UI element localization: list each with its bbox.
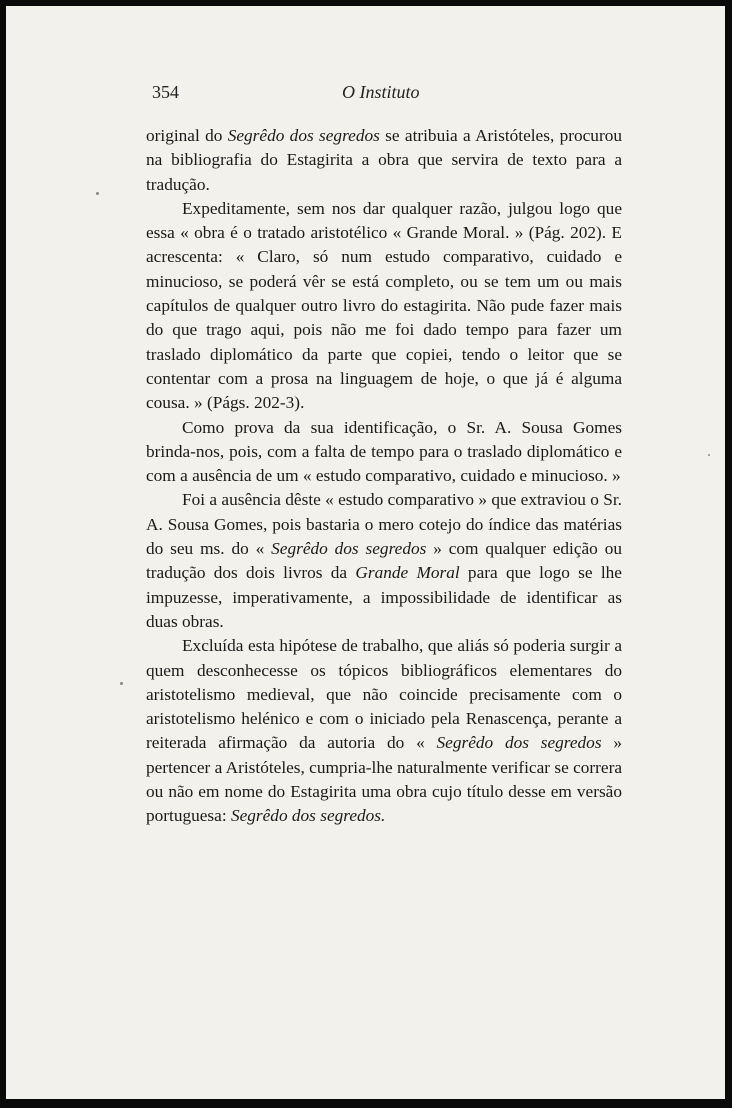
page-header xyxy=(152,82,628,106)
paragraph xyxy=(146,416,622,489)
paragraph xyxy=(146,197,622,416)
book-title: Segrêdo dos segredos xyxy=(271,539,427,559)
body-text xyxy=(146,124,622,829)
paragraph xyxy=(146,488,622,634)
text-segment: Foi a ausência dêste « estudo comparativo » que extraviou o Sr. A. Sousa Gomes, pois bastaria o mero cotejo do índice das matérias do seu ms. do « xyxy=(146,490,622,559)
text-segment: se atribuia a Aristóteles, procurou na bibliografia do Estagirita a obra que servira de texto para a tradução. xyxy=(146,126,622,194)
book-title: Grande Moral xyxy=(355,563,460,583)
text-segment: original do xyxy=(146,126,228,145)
running-title: O Instituto xyxy=(342,82,420,102)
paper-speck xyxy=(708,454,710,456)
book-title: Segrêdo dos segredos xyxy=(227,126,380,145)
book-title: Segrêdo dos segredos. xyxy=(230,806,386,826)
book-title: Segrêdo dos segredos xyxy=(436,733,602,753)
paper-speck xyxy=(96,192,99,195)
paragraph xyxy=(146,634,622,828)
page-number: 354 xyxy=(152,82,179,102)
book-page xyxy=(6,6,725,1099)
text-segment: Expeditamente, sem nos dar qualquer razão, julgou logo que essa « obra é o tratado aristotélico « Grande Moral. » (Pág. 202). E acrescenta: « Claro, só num estudo comparativo, cuidado e minucioso, se poderá vêr se está completo, ou se tem um ou mais capítulos de qualquer outro livro do estagirita. Não pude fazer mais do que trago aqui, pois não me foi dado tempo para fazer um traslado diplomático da parte que copiei, tendo o leitor que se contentar com a prosa na linguagem de hoje, o que já é alguma cousa. » (Págs. 202-3). xyxy=(146,198,622,413)
text-segment: Excluída esta hipótese de trabalho, que aliás só poderia surgir a quem desconhecesse os tópicos bibliográficos elementares do aristotelismo medieval, que não coincide precisamente com o aristotelismo helénico e com o iniciado pela Renascença, perante a reiterada afirmação da autoria do « xyxy=(146,636,622,753)
text-segment: » pertencer a Aristóteles, cumpria-lhe naturalmente verificar se correra ou não em nome do Estagirita uma obra cujo título desse em versão portuguesa: xyxy=(146,733,622,826)
paper-speck xyxy=(120,682,123,685)
text-segment: Como prova da sua identificação, o Sr. A. Sousa Gomes brinda-nos, pois, com a falta de tempo para o traslado diplomático e com a ausência de um « estudo comparativo, cuidado e minucioso. » xyxy=(146,417,622,486)
text-segment: » com qualquer edição ou tradução dos dois livros da xyxy=(146,539,622,583)
paragraph xyxy=(146,124,622,197)
text-segment: para que logo se lhe impuzesse, imperativamente, a impossibilidade de identificar as duas obras. xyxy=(146,563,622,631)
